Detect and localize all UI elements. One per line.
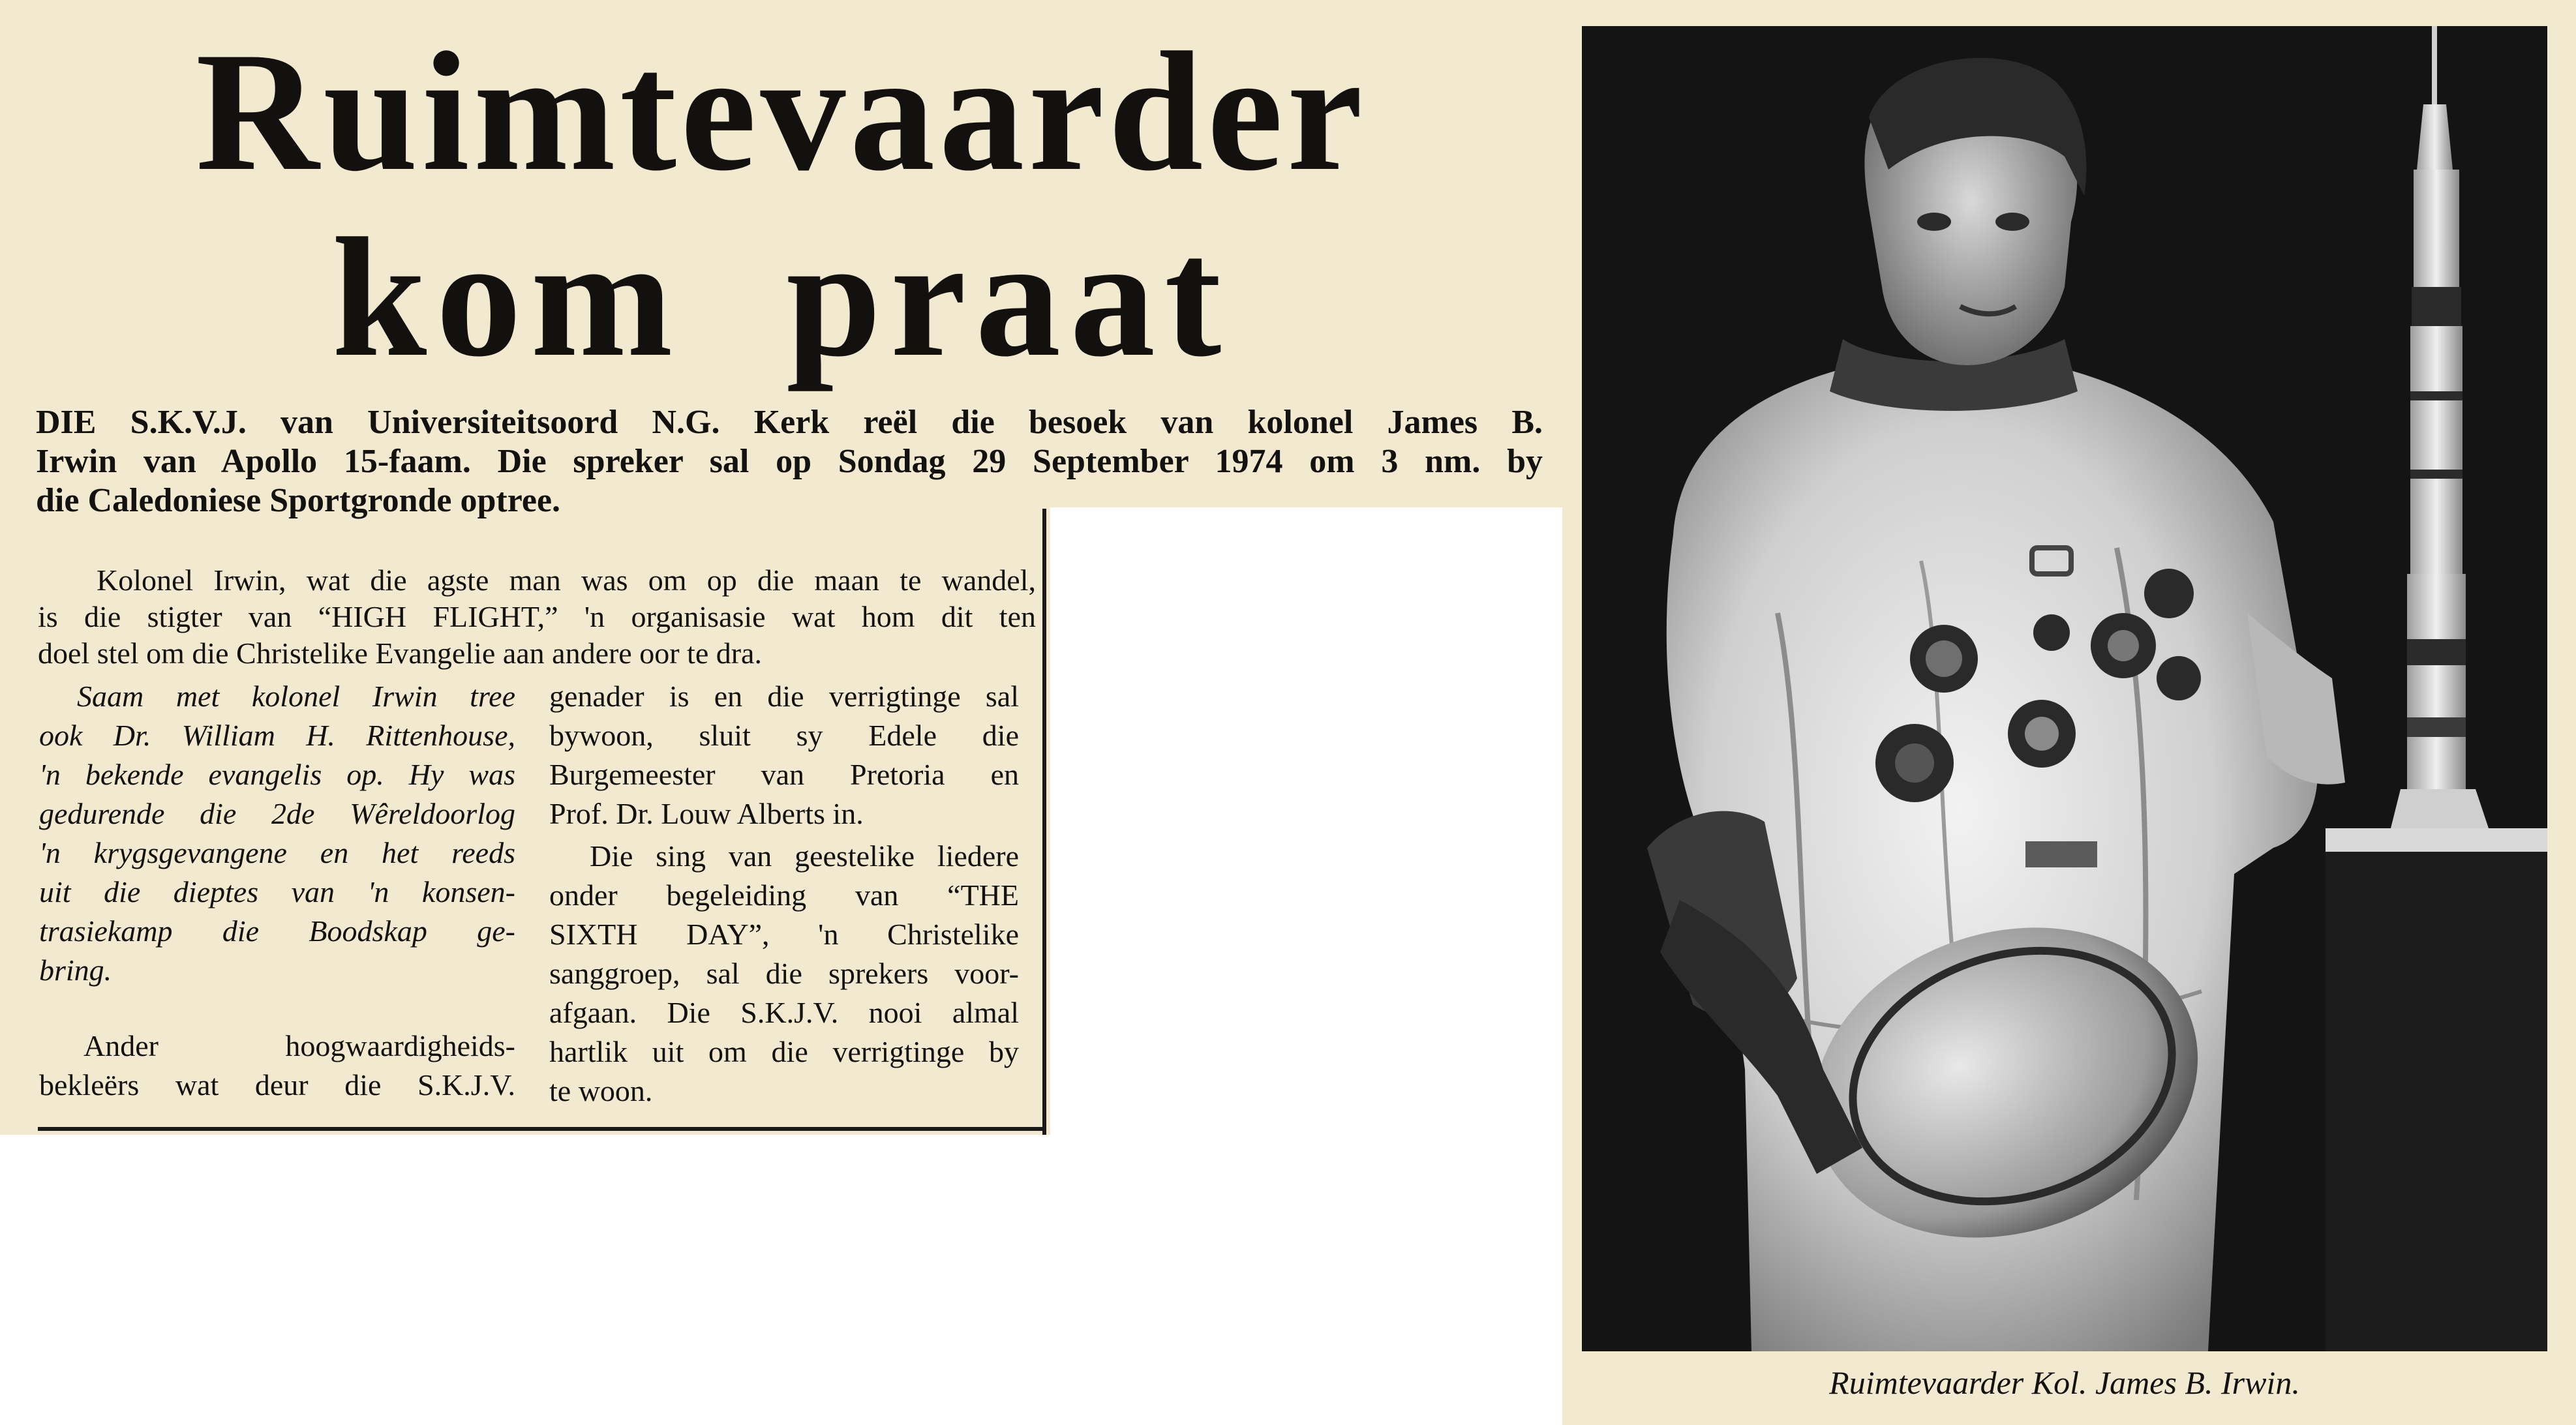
body-line: Burgemeester van Pretoria en [549, 758, 1019, 791]
intro-line: die Caledoniese Sportgronde optree. [36, 482, 561, 519]
italic-line: 'n bekende evangelis op. Hy was [39, 758, 515, 791]
body-line: genader is en die verrigtinge sal [549, 680, 1019, 713]
body-line: sanggroep, sal die sprekers voor- [549, 957, 1019, 990]
italic-line: trasiekamp die Boodskap ge- [39, 914, 515, 948]
body-line: onder begeleiding van “THE [549, 878, 1019, 912]
body-line: Prof. Dr. Louw Alberts in. [549, 797, 864, 830]
astronaut-photo [1582, 26, 2547, 1351]
intro-line: Irwin van Apollo 15-faam. Die spreker sal op Sondag 29 September 1974 om 3 nm. by [36, 443, 1543, 480]
body-line: bywoon, sluit sy Edele die [549, 719, 1019, 752]
column-rule-horizontal [38, 1127, 1046, 1131]
body-line: te woon. [549, 1074, 653, 1107]
body-line: doel stel om die Christelike Evangelie aan andere oor te dra. [38, 637, 762, 670]
body-line: afgaan. Die S.K.J.V. nooi almal [549, 996, 1019, 1029]
italic-line: 'n krygsgevangene en het reeds [39, 836, 515, 869]
italic-line: ook Dr. William H. Rittenhouse, [39, 719, 515, 752]
headline-line-1: Ruimtevaarder [195, 17, 1367, 206]
body-line: Die sing van geestelike liedere [590, 839, 1019, 873]
headline-line-2: kom praat [331, 203, 1231, 392]
body-line: Ander hoogwaardigheids- [83, 1029, 515, 1062]
body-line: bekleërs wat deur die S.K.J.V. [39, 1068, 515, 1102]
column-rule-vertical [1042, 509, 1046, 1135]
body-line: hartlik uit om die verrigtinge by [549, 1035, 1019, 1068]
italic-line: Saam met kolonel Irwin tree [77, 680, 515, 713]
intro-line: DIE S.K.V.J. van Universiteitsoord N.G. Kerk reël die besoek van kolonel James B. [36, 404, 1543, 441]
body-line: is die stigter van “HIGH FLIGHT,” 'n organisasie wat hom dit ten [38, 600, 1036, 633]
body-line: SIXTH DAY”, 'n Christelike [549, 918, 1019, 951]
photo-caption: Ruimtevaarder Kol. James B. Irwin. [1829, 1364, 2300, 1401]
body-line: Kolonel Irwin, wat die agste man was om op die maan te wandel, [97, 563, 1036, 597]
italic-line: uit die dieptes van 'n konsen- [39, 875, 515, 908]
italic-line: bring. [39, 953, 112, 987]
italic-line: gedurende die 2de Wêreldoorlog [39, 797, 515, 830]
